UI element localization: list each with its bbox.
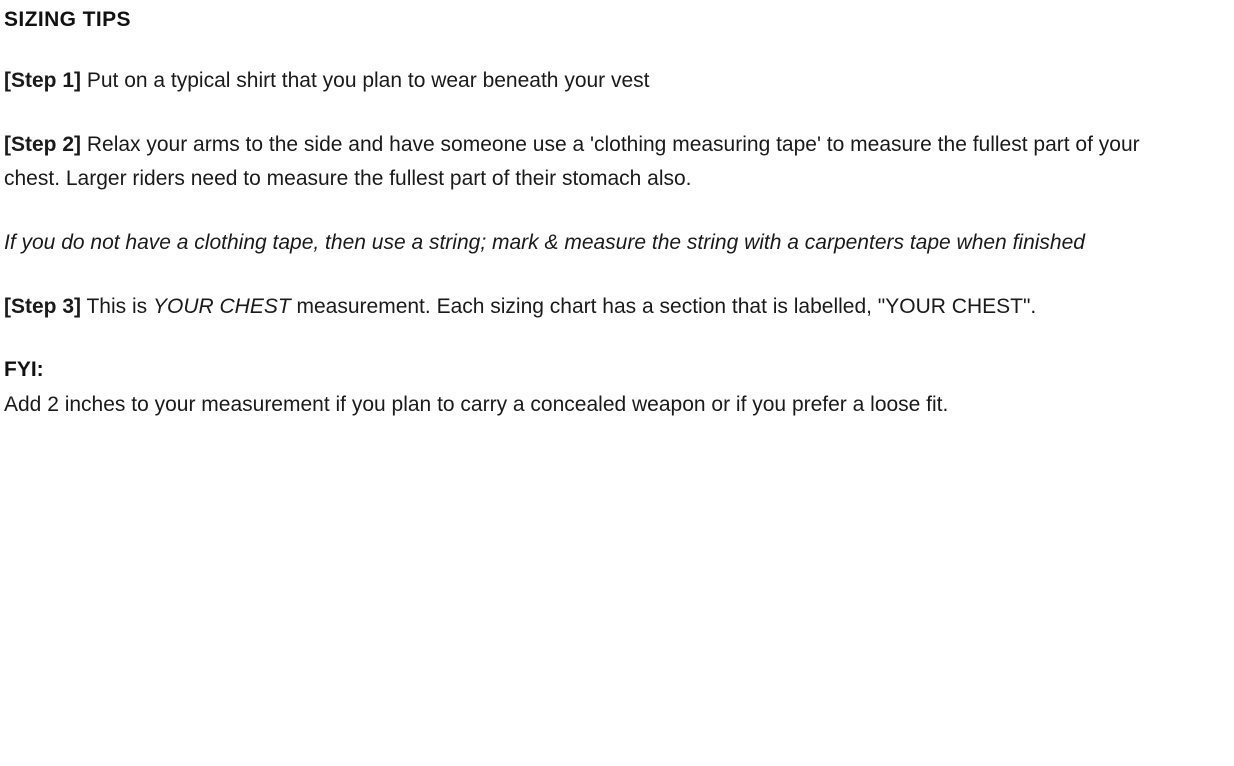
- step-1-label: [Step 1]: [4, 69, 82, 93]
- step-2-text: Relax your arms to the side and have someone use a 'clothing measuring tape' to measure the fullest part of your chest. Larger riders need to measure the fullest part of their stomach also.: [4, 133, 1140, 191]
- step-3-paragraph: [4, 290, 1184, 324]
- step-1-paragraph: [4, 64, 1184, 98]
- fyi-body: Add 2 inches to your measurement if you plan to carry a concealed weapon or if you prefer a loose fit.: [4, 392, 949, 416]
- step-2-paragraph: [4, 128, 1184, 196]
- step-3-label: [Step 3]: [4, 295, 82, 319]
- step-3-text-before: This is: [81, 295, 153, 319]
- step-3-text-after: measurement. Each sizing chart has a section that is labelled, "YOUR CHEST".: [290, 295, 1037, 319]
- step-2-label: [Step 2]: [4, 133, 82, 157]
- step-1-text: Put on a typical shirt that you plan to wear beneath your vest: [81, 69, 650, 93]
- fyi-heading: FYI:: [4, 358, 44, 382]
- page-title: SIZING TIPS: [4, 8, 131, 31]
- measuring-note: If you do not have a clothing tape, then use a string; mark & measure the string with a carpenters tape when finished: [4, 231, 1085, 255]
- step-3-emphasis: YOUR CHEST: [152, 295, 291, 319]
